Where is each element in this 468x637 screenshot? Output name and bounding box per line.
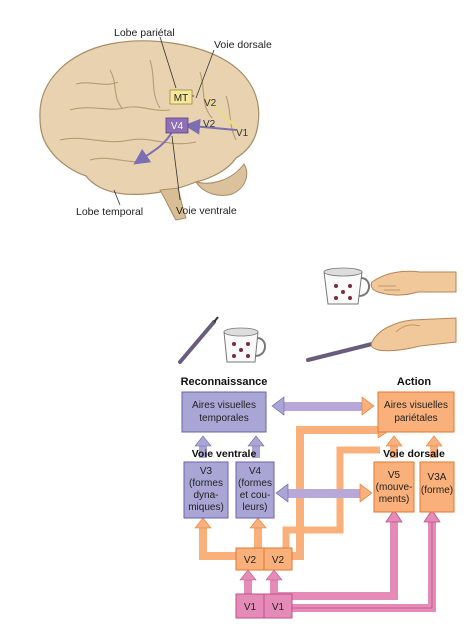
v2-top-label: V2 (204, 98, 217, 109)
brain-illustration (40, 37, 259, 220)
v3-line-1: V3 (199, 466, 213, 477)
pencil-right (308, 343, 378, 360)
box-v4 (236, 462, 274, 518)
hand-grasp-top (371, 271, 456, 295)
label-voie-dorsale: Voie dorsale (214, 39, 272, 51)
title-action: Action (396, 376, 432, 388)
v2-right-label: V2 (271, 555, 285, 566)
title-reconnaissance: Reconnaissance (180, 376, 268, 388)
box-temporal (182, 392, 266, 432)
v4-label: V4 (170, 121, 184, 132)
box-v3a (420, 462, 454, 512)
v2-mid-label: V2 (203, 119, 216, 130)
v3a-line-1: V3A (427, 472, 447, 483)
box-v5 (374, 462, 414, 512)
mug-left (224, 328, 265, 362)
label-ventral-stream: Voie ventrale (191, 448, 257, 460)
v4-line-4: leurs) (242, 502, 268, 513)
v4-line-2: (formes (238, 478, 272, 489)
v4-line-1: V4 (248, 466, 262, 477)
label-lobe-parietal: Lobe pariétal (114, 27, 175, 39)
temporal-line-1: Aires visuelles (192, 400, 256, 411)
v3-line-4: miques) (188, 502, 224, 513)
mt-label: MT (173, 93, 189, 104)
v1-to-v2-arrows (240, 570, 282, 594)
v1-left-label: V1 (243, 602, 257, 613)
v1-label: V1 (236, 128, 249, 139)
v4-line-3: et cou- (239, 490, 271, 501)
v1-right-label: V1 (271, 602, 285, 613)
v2-left-label: V2 (243, 555, 257, 566)
box-v1-left (236, 594, 264, 618)
cross-stream-arrow-mid (276, 484, 372, 502)
v3a-line-2: (forme) (420, 485, 454, 496)
v5-line-3: ments) (378, 494, 410, 505)
v5-line-2: (mouve- (375, 482, 413, 493)
mug-top-right (324, 268, 369, 304)
box-v3 (184, 462, 228, 518)
box-v2-left (236, 548, 264, 570)
label-voie-ventrale: Voie ventrale (176, 205, 237, 217)
parietal-line-1: Aires visuelles (384, 400, 448, 411)
box-v2-right (264, 548, 292, 570)
box-parietal (378, 392, 454, 432)
box-v1-right (264, 594, 292, 618)
pencil-left (180, 317, 218, 362)
temporal-line-2: temporales (199, 413, 249, 424)
label-dorsal-stream: Voie dorsale (383, 448, 445, 460)
parietal-line-2: pariétales (394, 413, 438, 424)
hand-pinch-right (371, 318, 456, 351)
v3-line-3: dyna- (193, 490, 219, 501)
label-lobe-temporal: Lobe temporal (76, 206, 144, 218)
v5-line-1: V5 (387, 470, 401, 481)
v3-line-2: (formes (189, 478, 223, 489)
cross-stream-arrow-top (272, 397, 374, 415)
